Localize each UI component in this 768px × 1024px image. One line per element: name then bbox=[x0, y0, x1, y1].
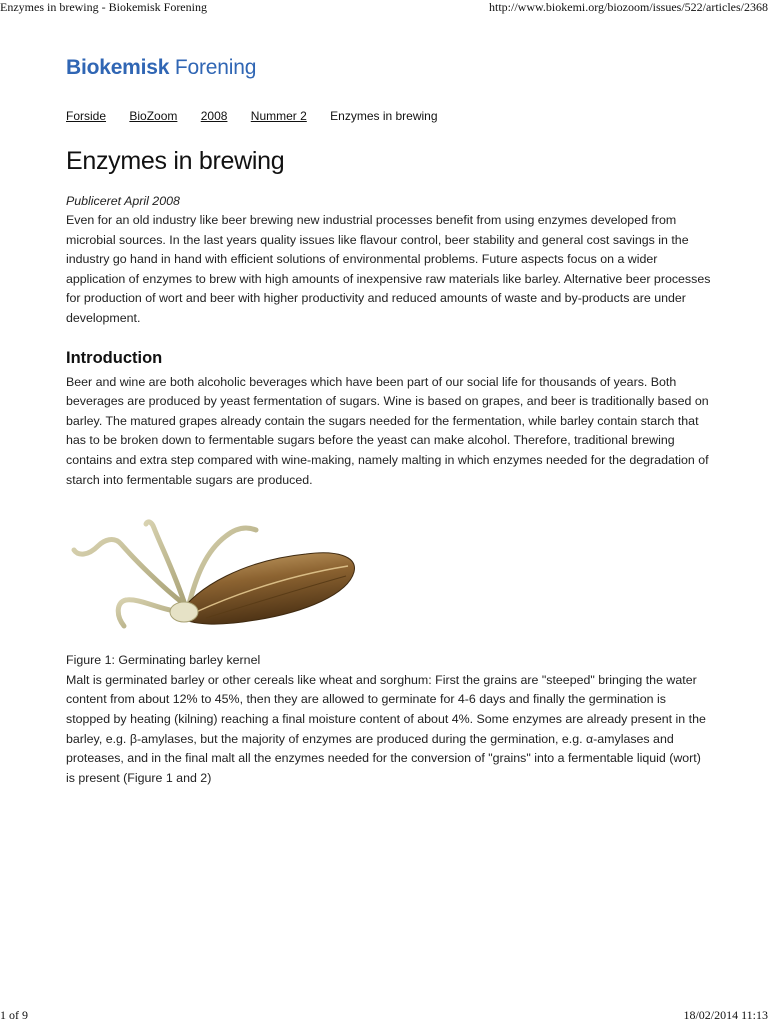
print-header bbox=[0, 0, 768, 16]
print-footer-page: 1 of 9 bbox=[0, 1008, 28, 1022]
figure-caption: Figure 1: Germinating barley kernel bbox=[66, 653, 261, 668]
print-header-title: Enzymes in brewing - Biokemisk Forening bbox=[0, 0, 207, 14]
barley-kernel-figure bbox=[66, 516, 366, 646]
print-header-url: http://www.biokemi.org/biozoom/issues/522/articles/2368 bbox=[489, 0, 768, 14]
print-footer-datetime: 18/02/2014 11:13 bbox=[683, 1008, 768, 1022]
section-heading-introduction: Introduction bbox=[66, 348, 163, 367]
print-footer bbox=[0, 1008, 768, 1024]
breadcrumb bbox=[66, 108, 712, 124]
site-logo-bold: Biokemisk bbox=[66, 56, 170, 79]
breadcrumb-year[interactable]: 2008 bbox=[200, 109, 228, 123]
site-logo-light: Forening bbox=[169, 56, 257, 79]
page-title: Enzymes in brewing bbox=[66, 147, 285, 175]
breadcrumb-forside[interactable]: Forside bbox=[66, 109, 107, 123]
published-date: Publiceret April 2008 bbox=[66, 194, 180, 208]
introduction-paragraph: Beer and wine are both alcoholic beverages which have been part of our social life for thousands of years. Both beverages are produced by yeast fermentation of sugars. Wine is based on grapes, and beer is traditionally based on barley. The matured grapes already contain the sugars needed for the fermentation, while barley contain starch that has to be broken down to fermentable sugars before the yeast can make alcohol. Therefore, traditional brewing contains and extra step compared with wine-making, namely malting in which enzymes needed for the degradation of starch into fermentable sugars are produced. bbox=[66, 374, 709, 487]
malt-paragraph: Malt is germinated barley or other cereals like wheat and sorghum: First the grains are "steeped" bringing the water content from about 12% to 45%, then they are allowed to germinate for 4-6 days and finally the germination is stopped by heating (kilning) reaching a final moisture content of about 4%. Some enzymes are already present in the barley, e.g. β-amylases, but the majority of enzymes are produced during the germination, e.g. α-amylases and proteases, and in the final malt all the enzymes needed for the conversion of "grains" into a fermentable liquid (wort) is present (Figure 1 and 2) bbox=[66, 672, 706, 785]
barley-kernel-image bbox=[66, 516, 366, 646]
breadcrumb-biozoom[interactable]: BioZoom bbox=[129, 109, 178, 123]
breadcrumb-current: Enzymes in brewing bbox=[330, 109, 438, 123]
article-page bbox=[66, 52, 712, 788]
site-logo[interactable] bbox=[66, 52, 712, 84]
breadcrumb-issue[interactable]: Nummer 2 bbox=[250, 109, 307, 123]
lead-paragraph: Even for an old industry like beer brewing new industrial processes benefit from using enzymes developed from microbial sources. In the last years quality issues like flavour control, beer stability and general cost savings in the industry go hand in hand with efficient solutions of environmental problems. Future aspects focus on a wider application of enzymes to brew with high amounts of inexpensive raw materials like barley. Alternative beer processes for production of wort and beer with higher productivity and reduced amounts of waste and by-products are under development. bbox=[66, 213, 711, 325]
